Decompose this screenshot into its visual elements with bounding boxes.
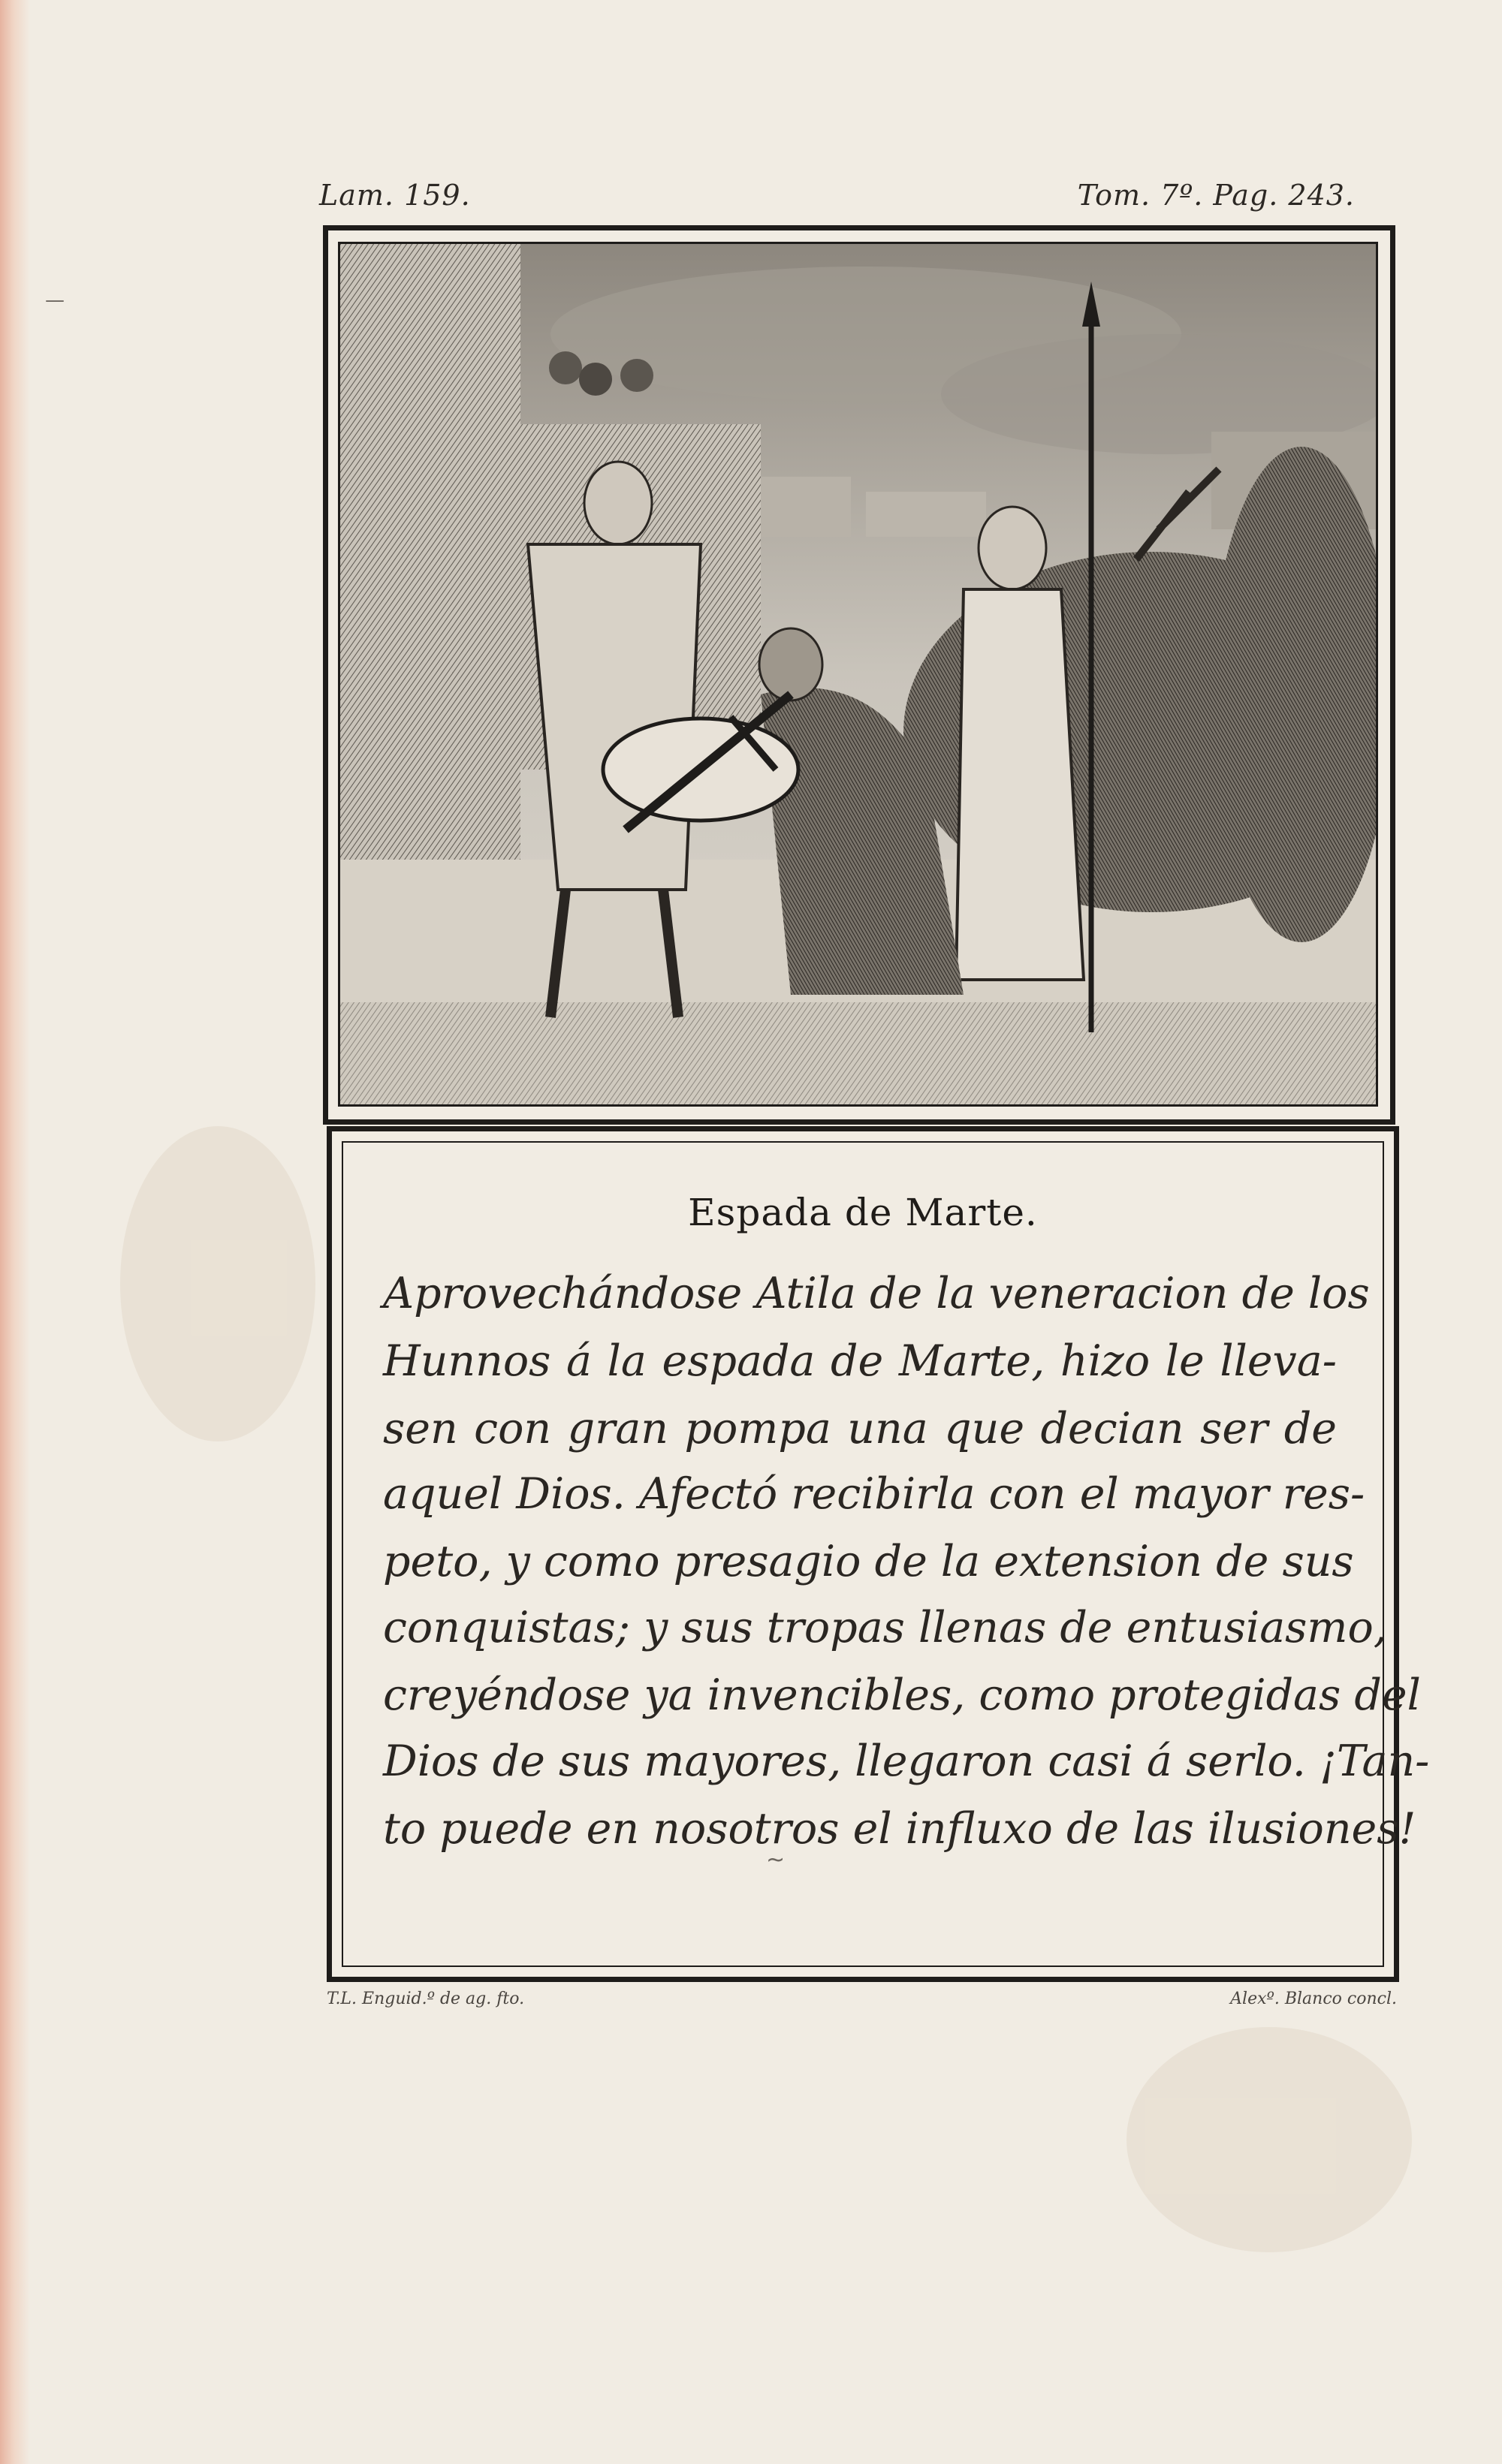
caption-line: aquel Dios. Afectó recibirla con el mayor res- [383,1469,1365,1519]
engraving-illustration [338,242,1378,1107]
caption-line: to puede en nosotros el influxo de las ilusiones! [383,1804,1416,1854]
caption-line: Hunnos á la espada de Marte, hizo le lleva- [383,1336,1337,1386]
caption-title: Espada de Marte. [688,1191,1038,1234]
engraver-credit: T.L. Enguid.º de ag. fto. [327,1990,525,2008]
designer-credit: Alexº. Blanco concl. [1230,1990,1397,2008]
caption-line: conquistas; y sus tropas llenas de entusiasmo, [383,1603,1387,1652]
caption-line: Aprovechándose Atila de la veneracion de los [383,1269,1370,1318]
flourish-mark: ~ [766,1847,786,1873]
caption-line: peto, y como presagio de la extension de sus [383,1537,1354,1586]
paper-stain [120,1126,315,1441]
margin-mark: — [45,289,65,312]
page-reference: Tom. 7º. Pag. 243. [1077,179,1355,212]
paper-edge [0,0,30,2464]
caption-line: sen con gran pompa una que decian ser de [383,1404,1337,1453]
paper-stain [1126,2027,1412,2252]
plate-number: Lam. 159. [319,179,471,212]
caption-line: Dios de sus mayores, llegaron casi á serlo. ¡Tan- [383,1737,1430,1786]
caption-line: creyéndose ya invencibles, como protegidas del [383,1670,1421,1720]
